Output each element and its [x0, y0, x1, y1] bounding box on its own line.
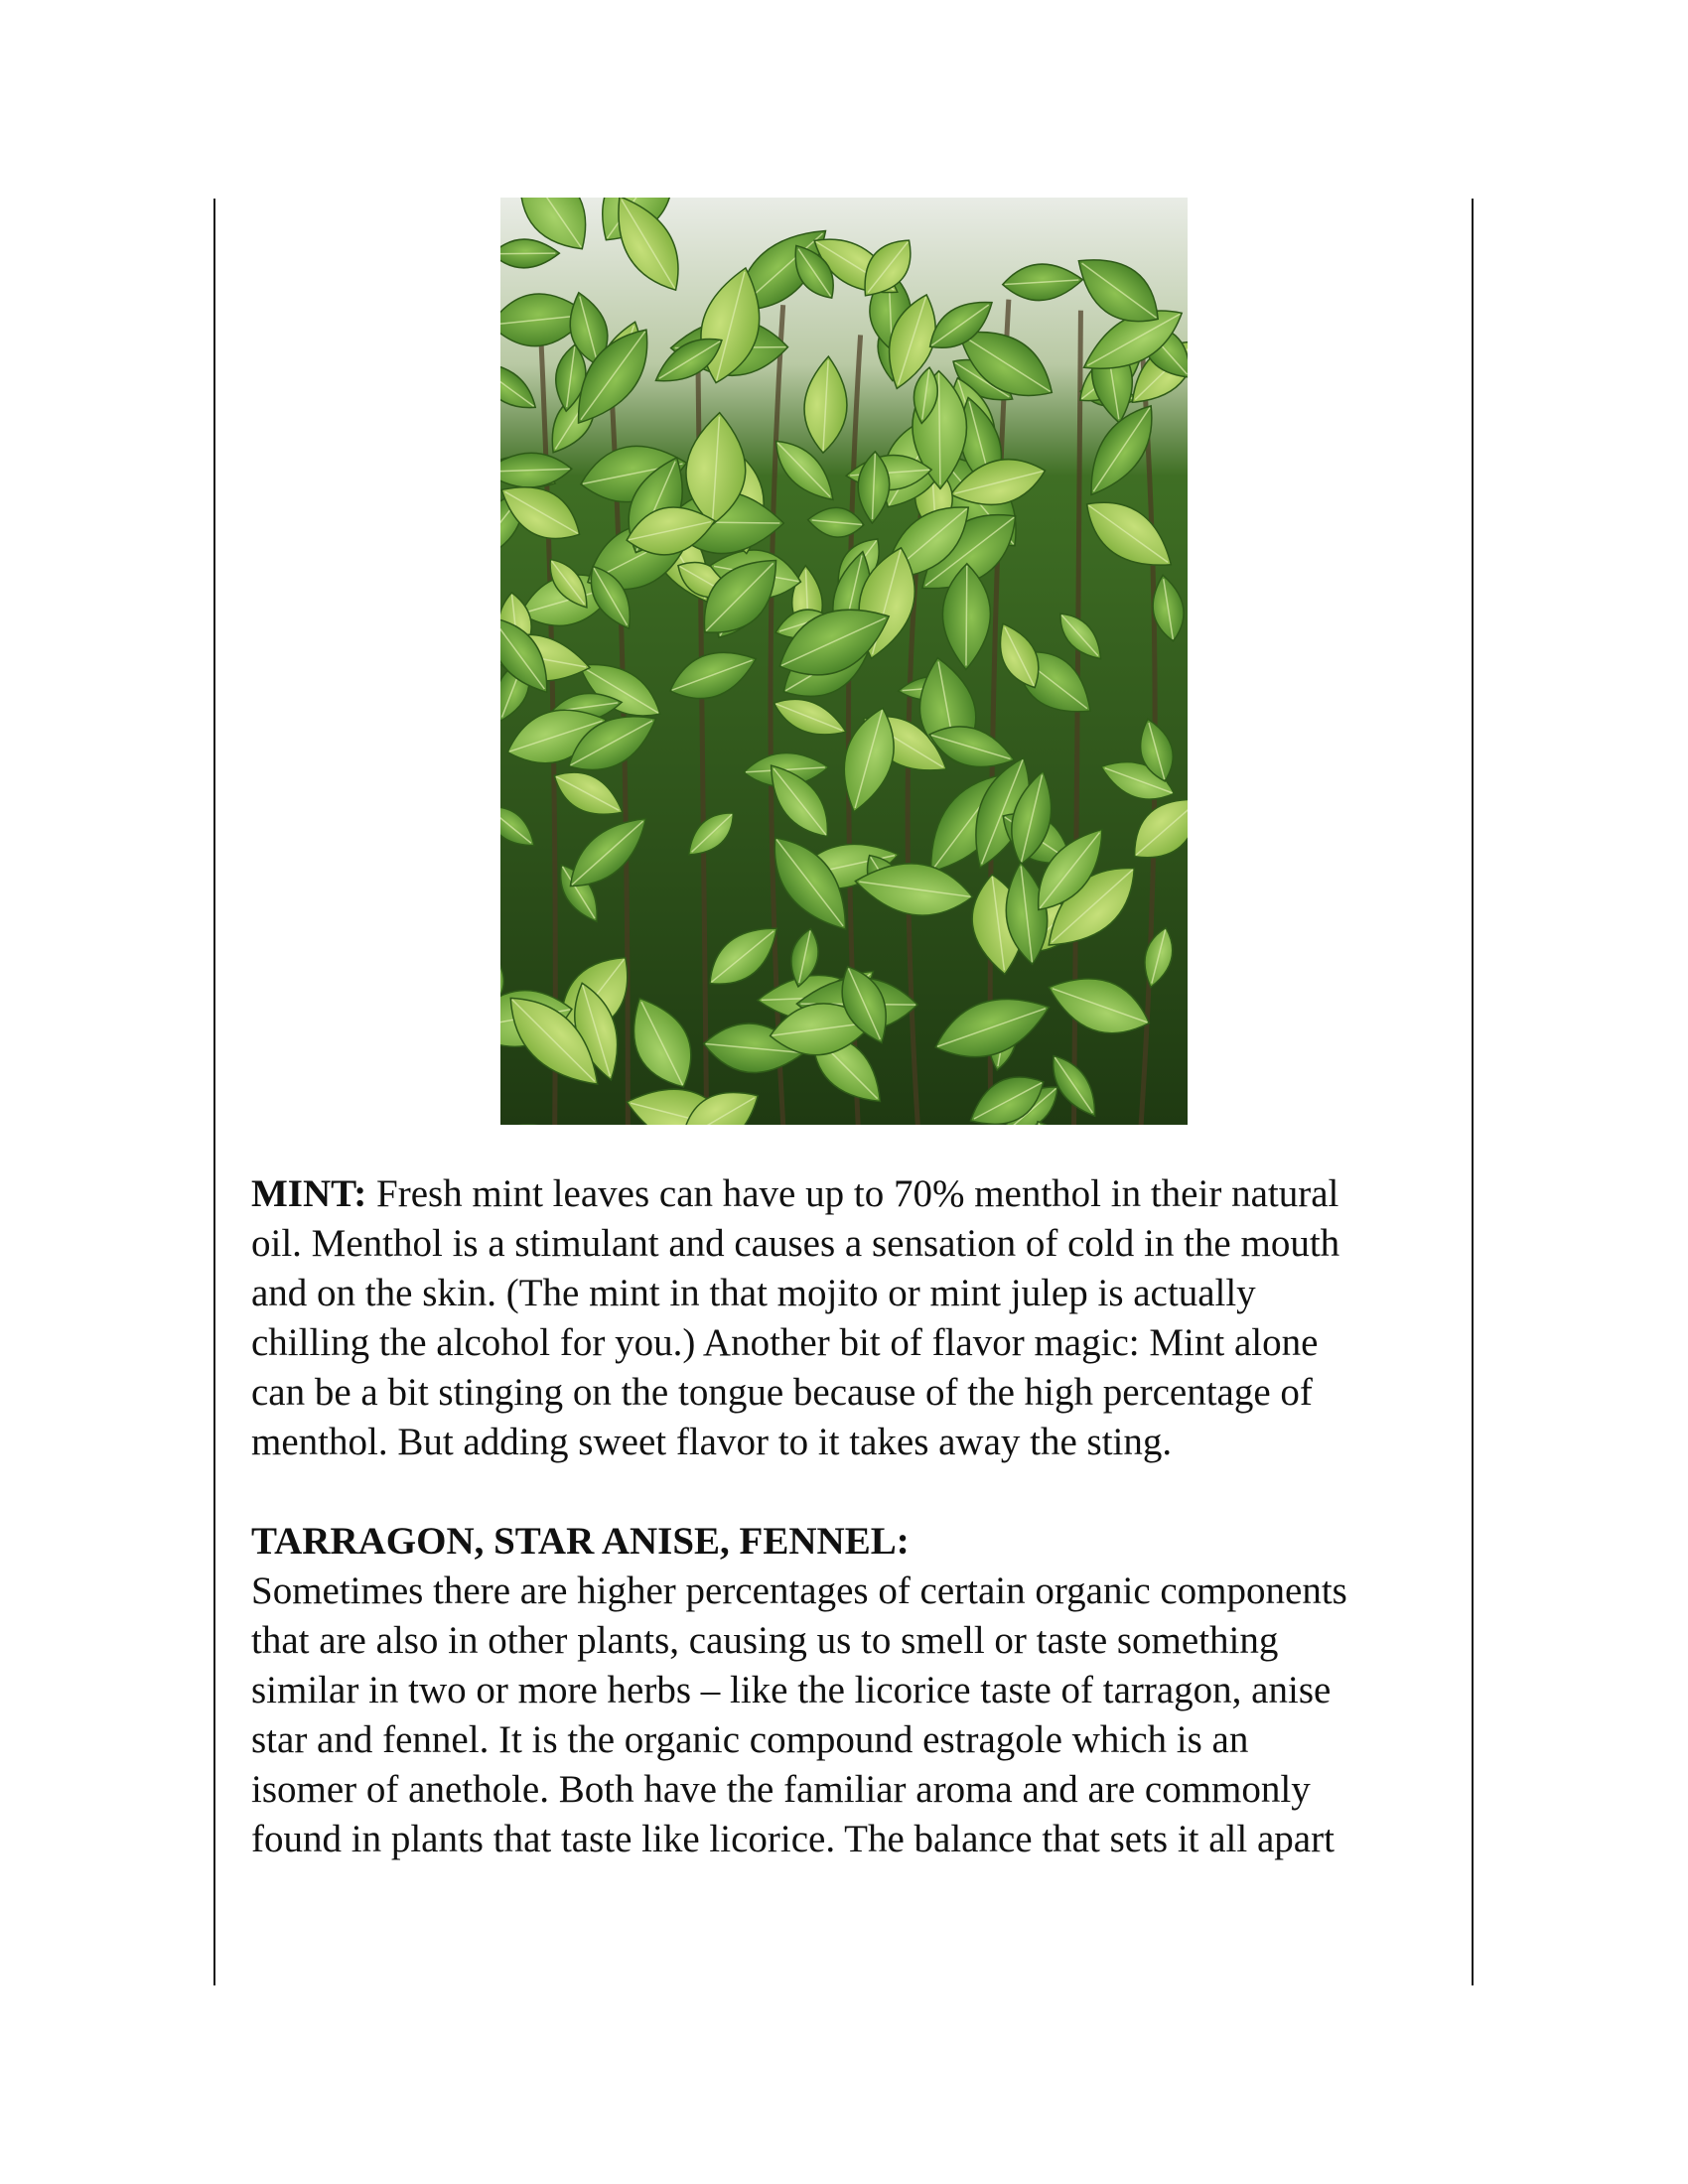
tarragon-heading: TARRAGON, STAR ANISE, FENNEL: — [251, 1520, 910, 1563]
tarragon-line-1: Sometimes there are higher percentages of certain organic components — [251, 1570, 1347, 1612]
tarragon-line-3: similar in two or more herbs – like the licorice taste of tarragon, anise — [251, 1669, 1332, 1711]
mint-leaf-vein — [500, 253, 555, 254]
tarragon-line-6: found in plants that taste like licorice. The balance that sets it all apart — [251, 1818, 1335, 1860]
mint-leaf-vein — [966, 566, 967, 666]
mint-plant-photo — [500, 198, 1188, 1125]
mint-line-3: and on the skin. (The mint in that mojito or mint julep is actually — [251, 1272, 1256, 1314]
article-body — [251, 1169, 1443, 1864]
mint-paragraph — [251, 1169, 1443, 1467]
mint-lead: MINT: — [251, 1172, 367, 1215]
right-margin-rule — [1472, 199, 1474, 1985]
tarragon-line-2: that are also in other plants, causing us to smell or taste something — [251, 1619, 1279, 1662]
mint-line-6: menthol. But adding sweet flavor to it takes away the sting. — [251, 1421, 1173, 1463]
mint-line-1: MINT: Fresh mint leaves can have up to 70% menthol in their natural — [251, 1172, 1339, 1215]
tarragon-paragraph — [251, 1567, 1443, 1864]
left-margin-rule — [213, 199, 215, 1985]
mint-line-2: oil. Menthol is a stimulant and causes a sensation of cold in the mouth — [251, 1222, 1340, 1265]
tarragon-line-5: isomer of anethole. Both have the familiar aroma and are commonly — [251, 1768, 1311, 1811]
mint-line-5: can be a bit stinging on the tongue because of the high percentage of — [251, 1371, 1313, 1414]
mint-line-4: chilling the alcohol for you.) Another bit of flavor magic: Mint alone — [251, 1321, 1319, 1364]
tarragon-line-4: star and fennel. It is the organic compound estragole which is an — [251, 1718, 1249, 1761]
